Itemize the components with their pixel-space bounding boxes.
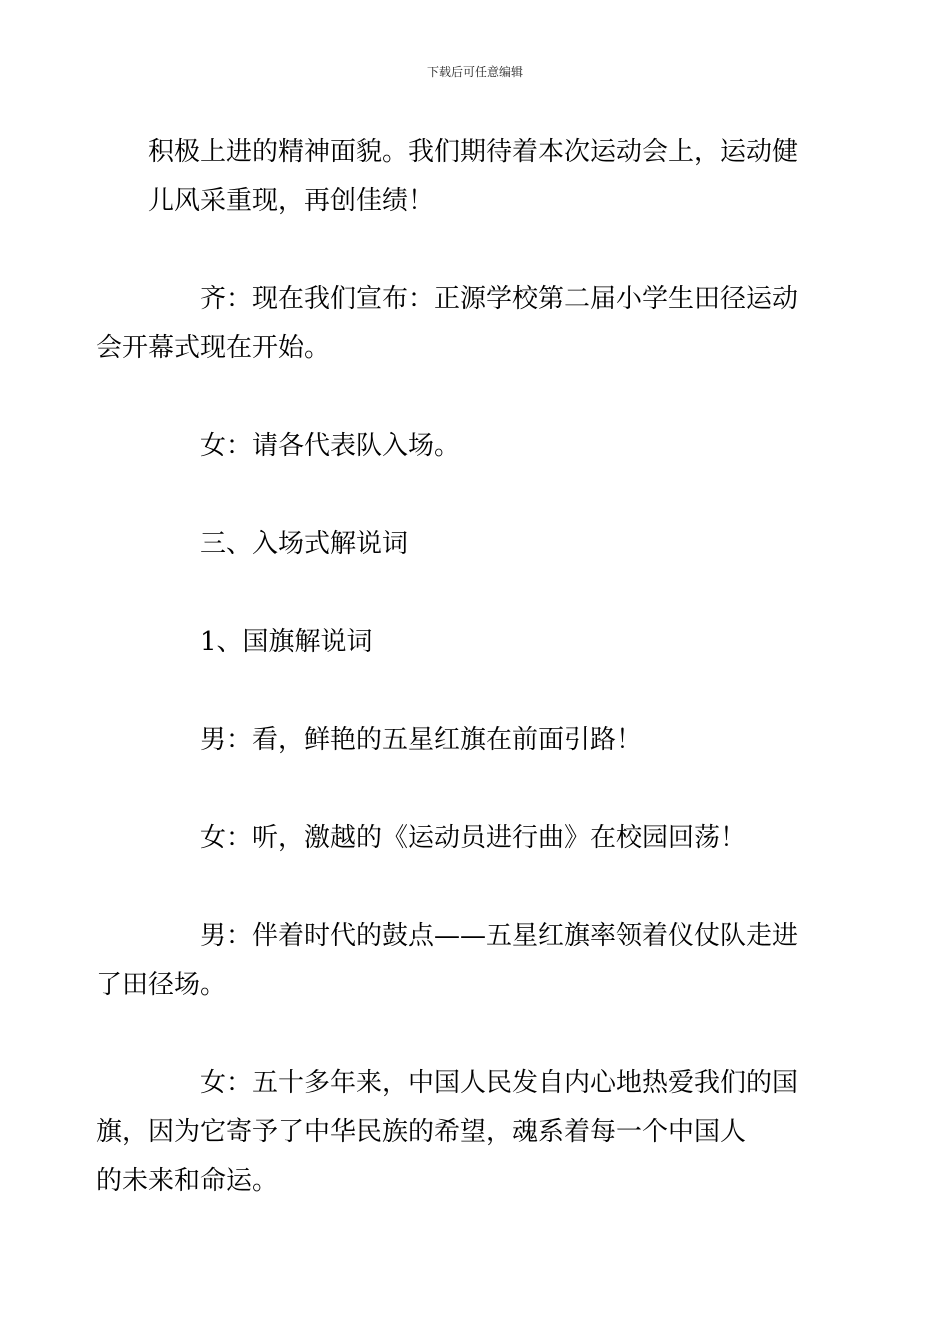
paragraph-line: 女：听，激越的《运动员进行曲》在校园回荡！ [200, 823, 747, 853]
paragraph-line: 女：请各代表队入场。 [200, 431, 461, 461]
paragraph-line: 男：伴着时代的鼓点——五星红旗率领着仪仗队走进 [200, 921, 799, 951]
paragraph-7 [148, 814, 808, 863]
subsection-heading [148, 618, 808, 667]
paragraph-9 [96, 1059, 808, 1206]
paragraph-line: 男：看，鲜艳的五星红旗在前面引路！ [200, 725, 643, 755]
paragraph-line: 旗，因为它寄予了中华民族的希望，魂系着每一个中国人 [96, 1117, 747, 1147]
paragraph-2 [96, 275, 808, 373]
paragraph-1 [148, 128, 808, 226]
paragraph-line: 会开幕式现在开始。 [96, 333, 331, 363]
paragraph-3 [148, 422, 808, 471]
document-body [96, 128, 808, 1255]
page-header-note: 下载后可任意编辑 [426, 65, 523, 79]
paragraph-8 [96, 912, 808, 1010]
paragraph-line: 了田径场。 [96, 970, 227, 1000]
paragraph-6 [148, 716, 808, 765]
paragraph-line: 三、入场式解说词 [200, 529, 409, 559]
paragraph-line: 齐：现在我们宣布：正源学校第二届小学生田径运动 [200, 284, 799, 314]
paragraph-line: 的未来和命运。 [96, 1166, 279, 1196]
paragraph-line: 儿风采重现，再创佳绩！ [148, 186, 435, 216]
paragraph-line: 积极上进的精神面貌。我们期待着本次运动会上，运动健 [148, 137, 799, 167]
paragraph-line: 女：五十多年来，中国人民发自内心地热爱我们的国 [200, 1068, 799, 1098]
section-heading [148, 520, 808, 569]
paragraph-line: 1、国旗解说词 [200, 627, 373, 657]
